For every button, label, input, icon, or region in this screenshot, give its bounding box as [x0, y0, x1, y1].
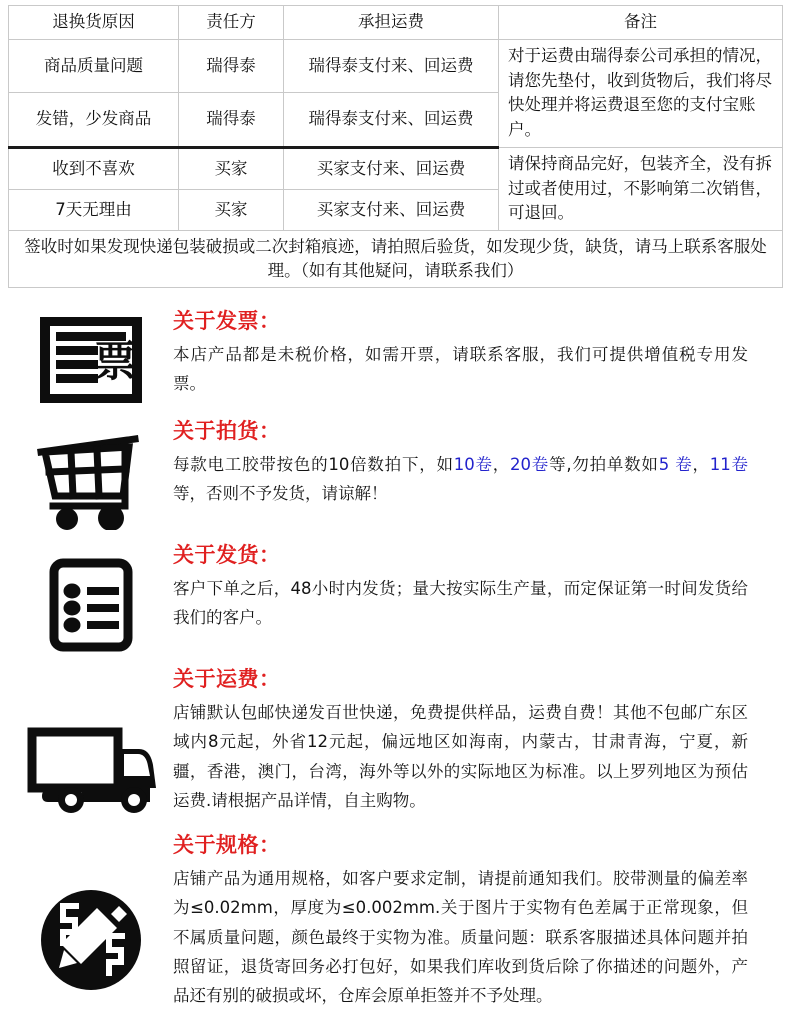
cell-reason: 7天无理由 — [9, 189, 179, 230]
cell-remark-seller: 对于运费由瑞得泰公司承担的情况，请您先垫付，收到货物后，我们将尽快处理并将运费退至您的支付宝账户。 — [499, 39, 783, 147]
table-header-row — [9, 6, 783, 40]
freight-body — [173, 666, 782, 816]
col-header-remark: 备注 — [499, 6, 783, 40]
cell-reason: 收到不喜欢 — [9, 147, 179, 189]
checklist-icon-cell — [8, 542, 173, 652]
invoice-title: 关于发票： — [173, 308, 281, 333]
table-row — [9, 39, 783, 92]
cell-freight: 瑞得泰支付来、回运费 — [284, 39, 499, 92]
spec-body — [173, 832, 782, 1011]
order-qty-10: 10卷 — [453, 455, 493, 475]
spec-text: 店铺产品为通用规格，如客户要求定制，请提前通知我们。胶带测量的偏差率为≤0.02mm，厚度为≤0.002mm.关于图片于实物有色差属于正常现象，但不属质量问题，颜色最终于实物为准。质量问题：联系客服描述具体问题并拍照留证，退货寄回务必打包好，如果我们库收到货后除了你描述的问题外，产品还有别的破损或坏，仓库会原单拒签并不予处理。 — [173, 868, 748, 1006]
order-text-p2: ， — [492, 455, 511, 475]
info-sections — [0, 288, 790, 1011]
invoice-text: 本店产品都是未税价格，如需开票，请联系客服，我们可提供增值税专用发票。 — [173, 345, 748, 394]
cell-party: 瑞得泰 — [179, 39, 284, 92]
return-policy-table-section — [0, 0, 790, 288]
invoice-icon-cell — [8, 308, 173, 406]
shipping-text: 客户下单之后，48小时内发货；量大按实际生产量，而定保证第一时间发货给我们的客户。 — [173, 579, 748, 628]
cell-remark-buyer: 请保持商品完好，包装齐全，没有拆过或者使用过，不影响第二次销售，可退回。 — [499, 147, 783, 230]
table-footer-row — [9, 231, 783, 288]
shipping-title: 关于发货： — [173, 542, 281, 567]
pencil-ruler-icon — [35, 884, 147, 996]
shipping-body — [173, 542, 782, 633]
freight-title: 关于运费： — [173, 666, 281, 691]
cell-freight: 买家支付来、回运费 — [284, 147, 499, 189]
col-header-freight: 承担运费 — [284, 6, 499, 40]
col-header-reason: 退换货原因 — [9, 6, 179, 40]
spec-icon-cell — [8, 832, 173, 996]
col-header-party: 责任方 — [179, 6, 284, 40]
truck-icon-cell — [8, 666, 173, 814]
order-text — [173, 450, 748, 509]
order-text-p4: ， — [692, 455, 710, 475]
order-text-p5: 等，否则不予发货，请谅解！ — [173, 484, 388, 504]
section-shipping — [8, 542, 782, 652]
order-qty-20: 20卷 — [510, 455, 550, 475]
return-policy-table — [8, 5, 783, 288]
freight-text: 店铺默认包邮快递发百世快递，免费提供样品，运费自费！其他不包邮广东区域内8元起，外省12元起，偏远地区如海南，内蒙古，甘肃青海，宁夏，新疆，香港，澳门，台湾，海外等以外的实际地区为标准。以上罗列地区为预估运费.请根据产品详情，自主购物。 — [173, 703, 748, 811]
invoice-body — [173, 308, 782, 399]
cart-icon-cell — [8, 418, 173, 530]
cell-reason: 商品质量问题 — [9, 39, 179, 92]
cell-freight: 买家支付来、回运费 — [284, 189, 499, 230]
shopping-cart-icon — [33, 434, 149, 530]
section-spec — [8, 832, 782, 1011]
order-title: 关于拍货： — [173, 418, 281, 443]
cell-reason: 发错，少发商品 — [9, 92, 179, 147]
checklist-icon — [38, 558, 144, 652]
invoice-icon — [37, 314, 145, 406]
order-qty-5: 5 卷 — [658, 455, 693, 475]
cell-party: 买家 — [179, 147, 284, 189]
cell-party: 买家 — [179, 189, 284, 230]
cell-party: 瑞得泰 — [179, 92, 284, 147]
truck-icon — [26, 718, 156, 814]
section-order — [8, 418, 782, 530]
order-text-p1: 每款电工胶带按色的10倍数拍下，如 — [173, 455, 454, 475]
section-freight — [8, 666, 782, 816]
cell-freight: 瑞得泰支付来、回运费 — [284, 92, 499, 147]
order-text-p3: 等,勿拍单数如 — [549, 455, 659, 475]
svg-text:票: 票 — [93, 336, 136, 386]
section-invoice — [8, 308, 782, 406]
order-body — [173, 418, 782, 509]
delivery-inspection-note: 签收时如果发现快递包装破损或二次封箱痕迹，请拍照后验货，如发现少货，缺货，请马上联系客服处理。（如有其他疑问，请联系我们） — [9, 231, 783, 288]
table-row — [9, 147, 783, 189]
spec-title: 关于规格： — [173, 832, 281, 857]
order-qty-11: 11卷 — [709, 455, 748, 475]
